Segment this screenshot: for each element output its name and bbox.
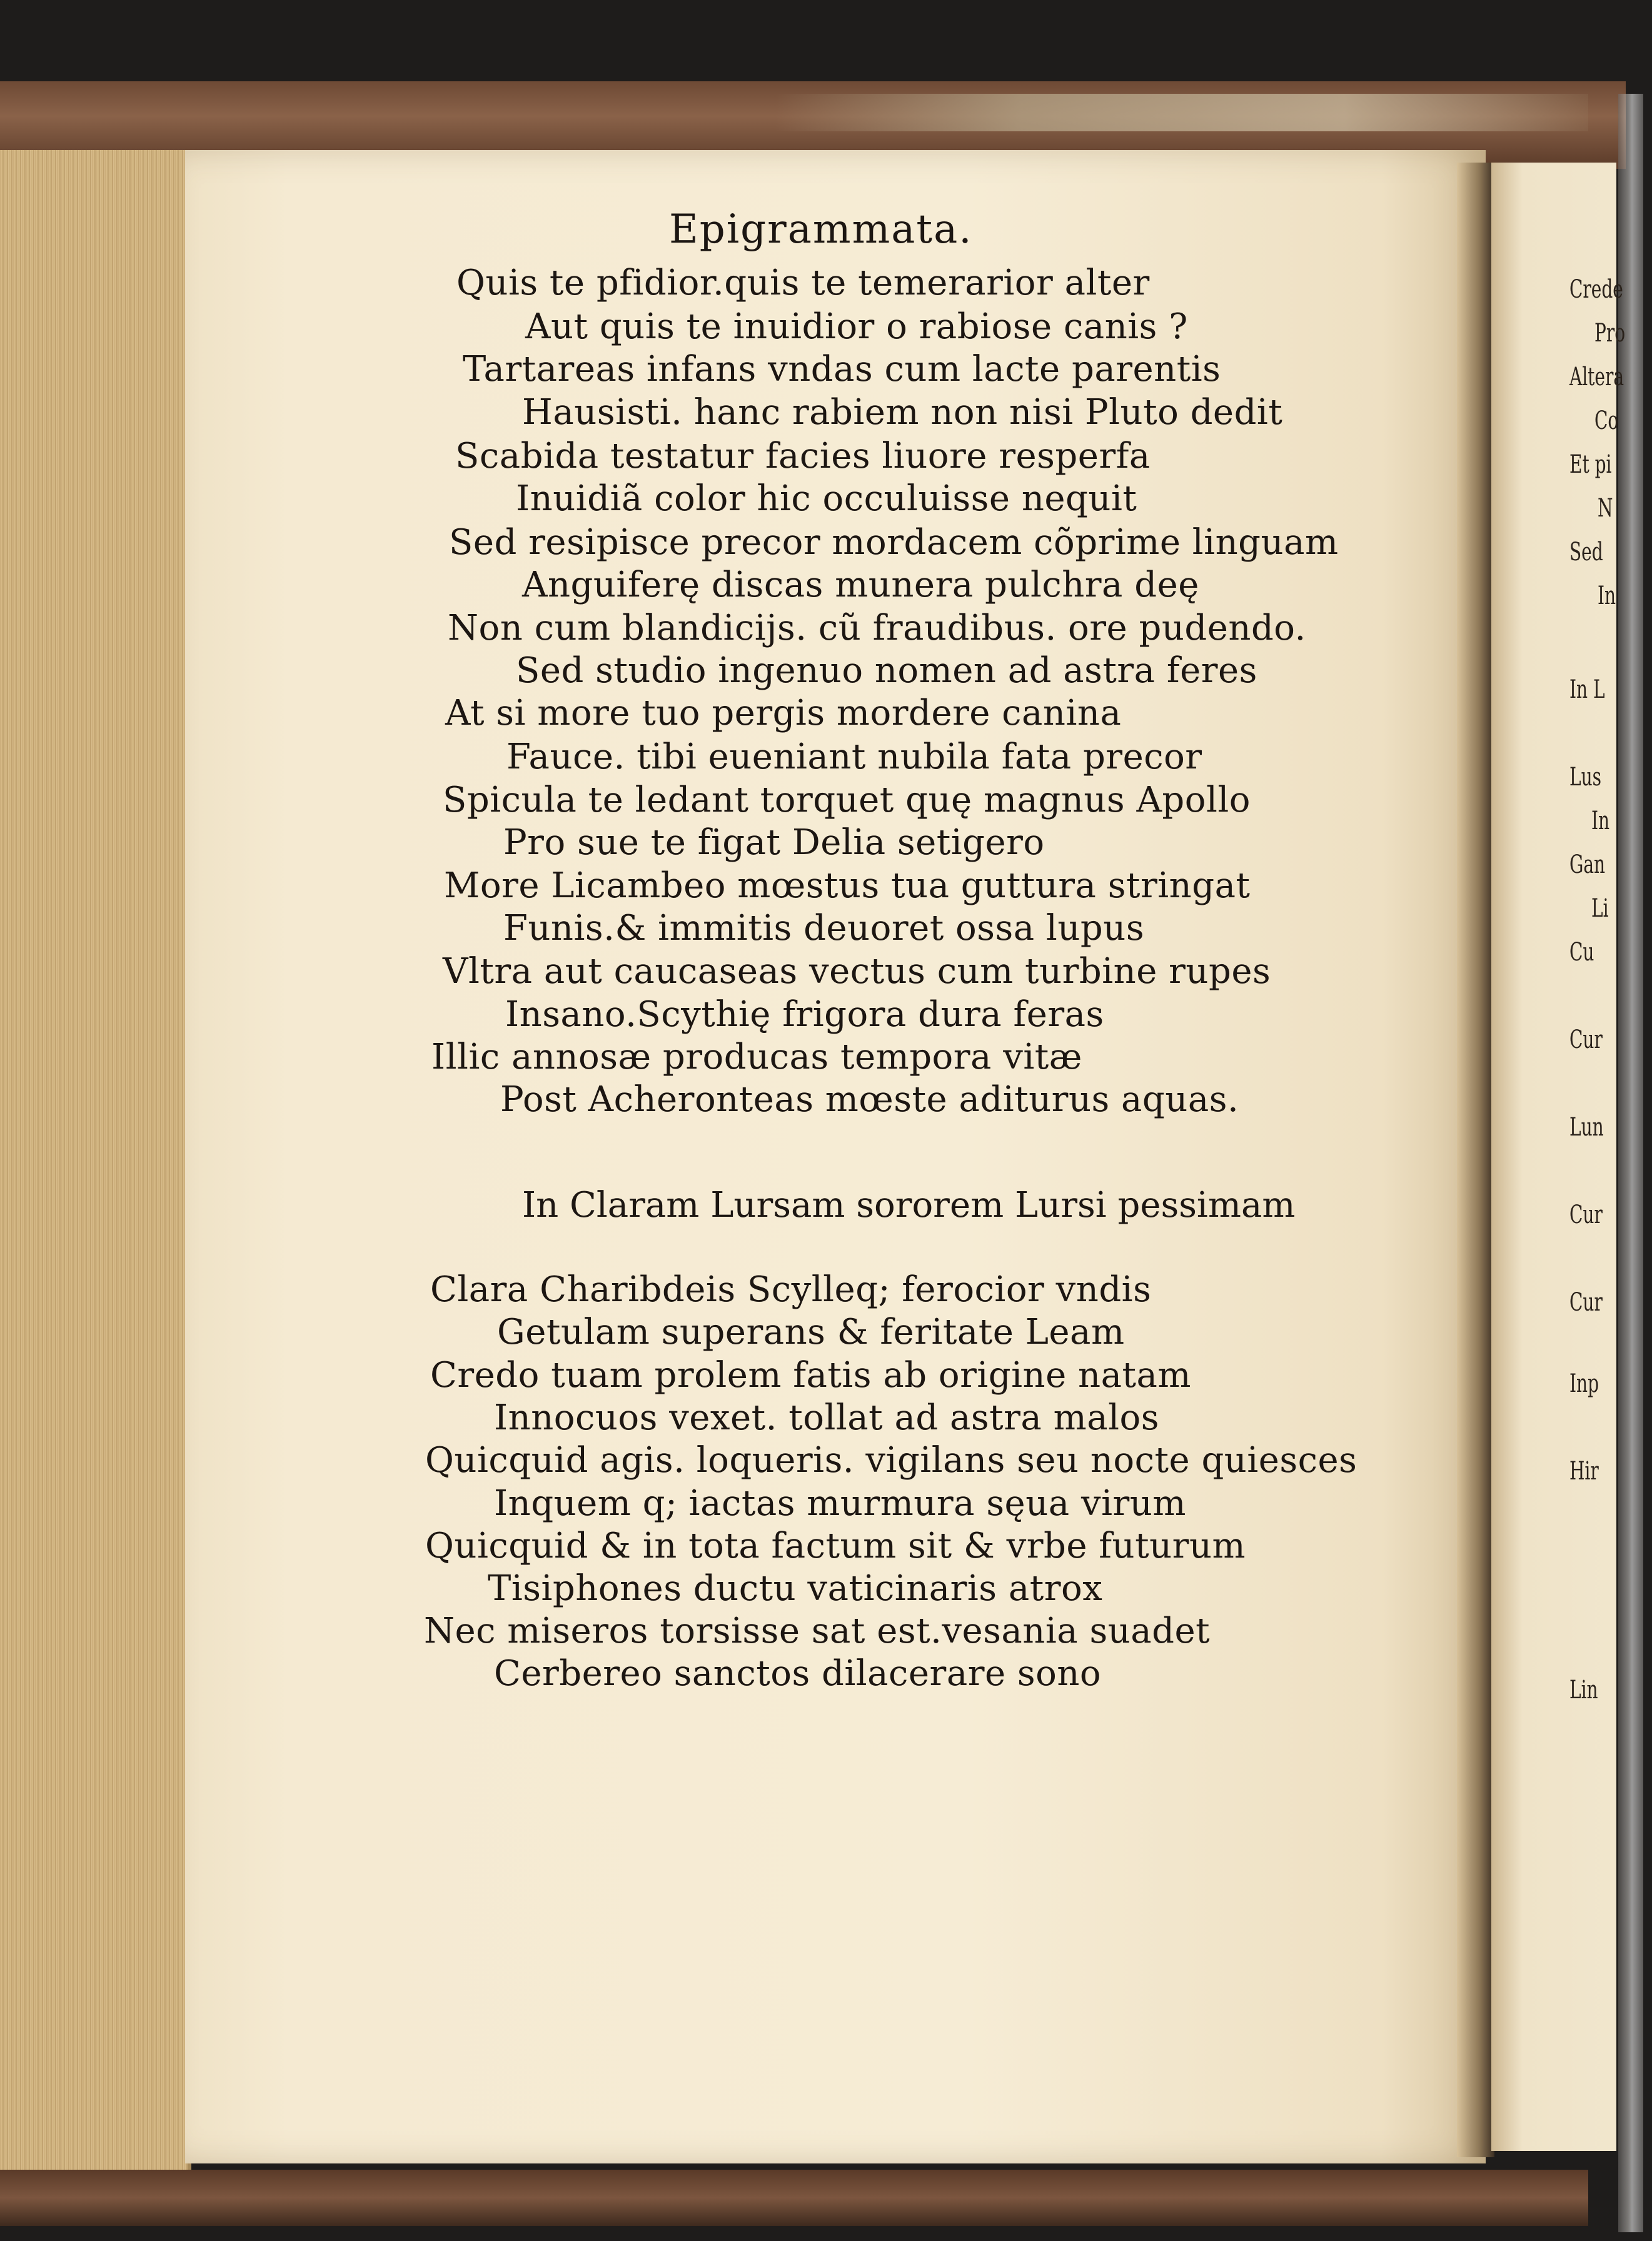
verse-line: More Licambeo mœstus tua guttura stringat: [444, 865, 1251, 906]
verse-line: At si more tuo pergis mordere canina: [445, 693, 1122, 733]
facing-page-fragment: Li: [1591, 894, 1609, 923]
poem-title: In Claram Lursam sororem Lursi pessimam: [522, 1185, 1296, 1226]
verse-line: Getulam superans & feritate Leam: [497, 1312, 1125, 1352]
verse-line: Non cum blandicijs. cũ fraudibus. ore pudendo.: [448, 608, 1306, 648]
facing-page-fragment: Lus: [1569, 763, 1602, 792]
verse-line: Cerbereo sanctos dilacerare sono: [494, 1653, 1102, 1694]
facing-page-fragment: Pro: [1594, 319, 1626, 348]
verse-line: Spicula te ledant torquet quę magnus Apollo: [443, 780, 1251, 820]
verse-line: Pro sue te figat Delia setigero: [503, 822, 1045, 863]
facing-page-fragment: In: [1598, 582, 1616, 610]
facing-page-fragment: Cur: [1569, 1288, 1603, 1317]
facing-page-fragment: Gan: [1569, 850, 1606, 879]
verse-line: Fauce. tibi eueniant nubila fata precor: [506, 737, 1202, 777]
verse-line: Insano.Scythię frigora dura feras: [505, 994, 1104, 1035]
verse-line: Innocuos vexet. tollat ad astra malos: [494, 1397, 1159, 1438]
facing-page-fragment: Co: [1594, 406, 1619, 435]
verse-line: Inuidiã color hic occuluisse nequit: [516, 478, 1137, 519]
verse-line: Credo tuam prolem fatis ab origine natam: [430, 1355, 1191, 1396]
verse-line: Sed studio ingenuo nomen ad astra feres: [516, 650, 1257, 691]
verse-line: Nec miseros torsisse sat est.vesania suadet: [424, 1611, 1211, 1651]
facing-page-fragment: Lun: [1569, 1113, 1604, 1142]
verse-line: Post Acheronteas mœste aditurus aquas.: [500, 1079, 1239, 1120]
verse-line: Quicquid & in tota factum sit & vrbe futurum: [425, 1526, 1246, 1566]
facing-page-fragment: Crede: [1569, 275, 1623, 304]
verse-line: Scabida testatur facies liuore resperfa: [455, 436, 1151, 476]
facing-page-fragment: Sed: [1569, 538, 1603, 567]
facing-page-fragment: Cu: [1569, 938, 1594, 967]
verse-line: Inquem q; iactas murmura sęua virum: [494, 1483, 1186, 1524]
page-block-edge: [0, 150, 191, 2170]
facing-page-fragment: In: [1591, 807, 1610, 835]
worn-spine-edge: [775, 94, 1588, 131]
facing-page-fragment: Cur: [1569, 1025, 1603, 1054]
facing-page-fragment: Lin: [1569, 1676, 1598, 1705]
facing-page-fragment: Altera: [1569, 363, 1624, 391]
verse-line: Quis te pfidior.quis te temerarior alter: [456, 263, 1150, 303]
verse-line: Vltra aut caucaseas vectus cum turbine rupes: [443, 951, 1271, 992]
holding-clip: [1618, 94, 1643, 2232]
verse-line: Tisiphones ductu vaticinaris atrox: [488, 1568, 1103, 1609]
verse-line: Aut quis te inuidior o rabiose canis ?: [525, 306, 1188, 347]
verse-line: Quicquid agis. loqueris. vigilans seu nocte quiesces: [425, 1440, 1357, 1481]
book-binding-bottom: [0, 2170, 1588, 2226]
facing-page-fragment: Cur: [1569, 1201, 1603, 1229]
page-gutter: [1457, 163, 1494, 2157]
facing-page-fragment: In L: [1569, 675, 1605, 704]
page-header: Epigrammata.: [669, 206, 973, 253]
facing-page-fragment: N: [1598, 494, 1613, 523]
verse-line: Sed resipisce precor mordacem cõprime linguam: [449, 522, 1339, 563]
verse-line: Hausisti. hanc rabiem non nisi Pluto dedit: [522, 392, 1283, 433]
facing-page-fragment: Hir: [1569, 1457, 1599, 1486]
facing-page-fragment: Inp: [1569, 1369, 1599, 1398]
verse-line: Anguiferę discas munera pulchra deę: [522, 565, 1199, 605]
verse-line: Clara Charibdeis Scylleq; ferocior vndis: [430, 1269, 1152, 1310]
facing-page-fragment: Et pi: [1569, 450, 1612, 479]
verse-line: Tartareas infans vndas cum lacte parentis: [463, 349, 1221, 390]
verse-line: Funis.& immitis deuoret ossa lupus: [503, 908, 1145, 949]
verse-line: Illic annosæ producas tempora vitæ: [431, 1037, 1082, 1077]
